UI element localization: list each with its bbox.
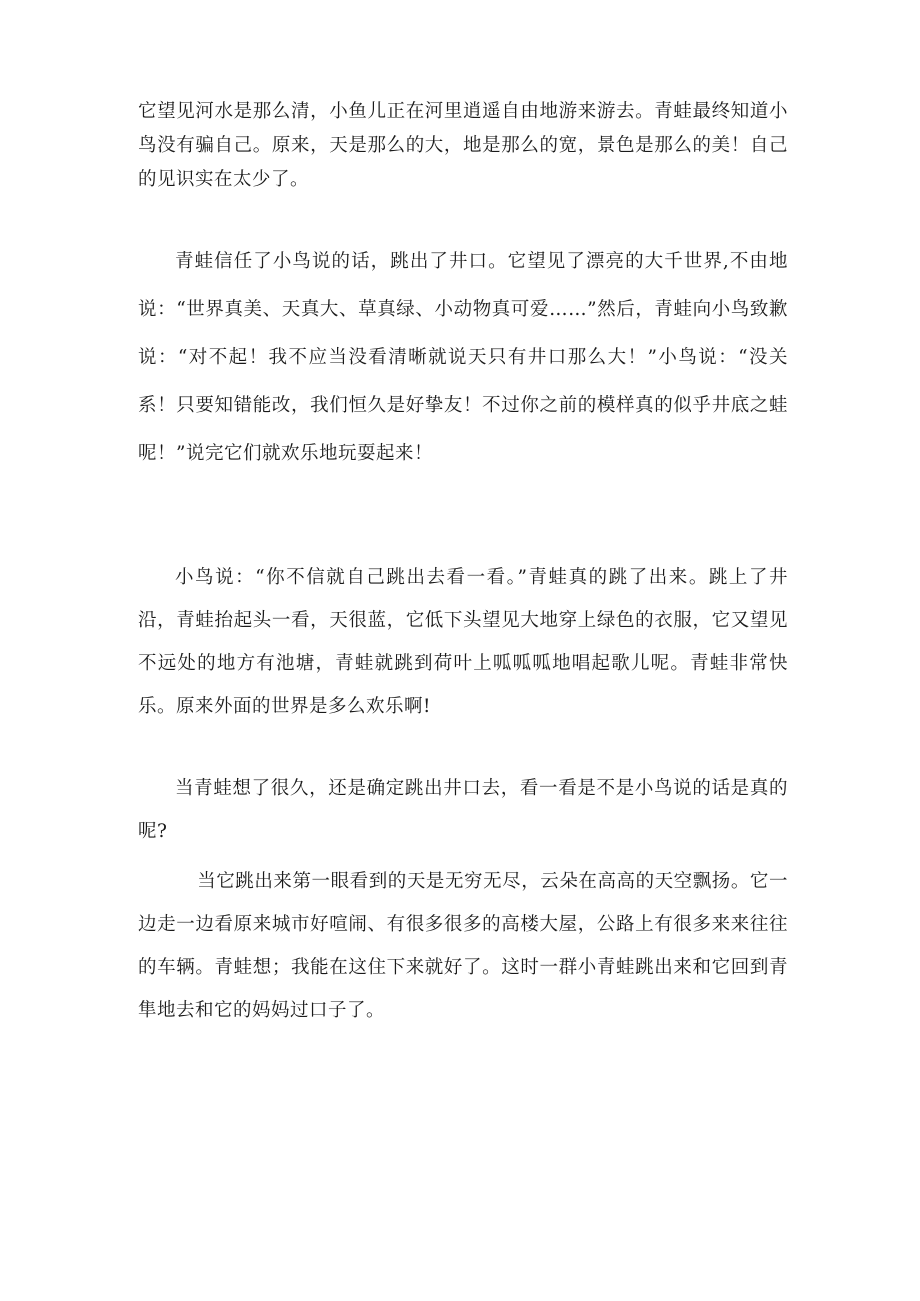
paragraph-4: 当青蛙想了很久，还是确定跳出井口去，看一看是不是小鸟说的话是真的呢? bbox=[138, 778, 788, 842]
paragraph-3: 小鸟说：“你不信就自己跳出去看一看。”青蛙真的跳了出来。跳上了井沿，青蛙抬起头一看，天很蓝，它低下头望见大地穿上绿色的衣服，它又望见不远处的地方有池塘，青蛙就跳到荷叶上呱呱呱地唱起歌儿呢。青蛙非常快乐。原来外面的世界是多么欢乐啊! bbox=[138, 567, 788, 717]
paragraph-2: 青蛙信任了小鸟说的话，跳出了井口。它望见了漂亮的大千世界,不由地说：“世界真美、天真大、草真绿、小动物真可爱……”然后，青蛙向小鸟致歉说：“对不起！我不应当没看清晰就说天只有井口那么大！”小鸟说：“没关系！只要知错能改，我们恒久是好挚友！不过你之前的模样真的似乎井底之蛙呢！”说完它们就欢乐地玩耍起来！ bbox=[138, 251, 788, 464]
paragraph-1: 它望见河水是那么清，小鱼儿正在河里逍遥自由地游来游去。青蛙最终知道小鸟没有骗自己。原来，天是那么的大，地是那么的宽，景色是那么的美！自己的见识实在太少了。 bbox=[138, 101, 788, 190]
paragraph-5: 当它跳出来第一眼看到的天是无穷无尽，云朵在高高的天空飘扬。它一边走一边看原来城市好喧闹、有很多很多的高楼大屋，公路上有很多来来往往的车辆。青蛙想；我能在这住下来就好了。这时一群小青蛙跳出来和它回到青隼地去和它的妈妈过口子了。 bbox=[138, 871, 788, 1021]
